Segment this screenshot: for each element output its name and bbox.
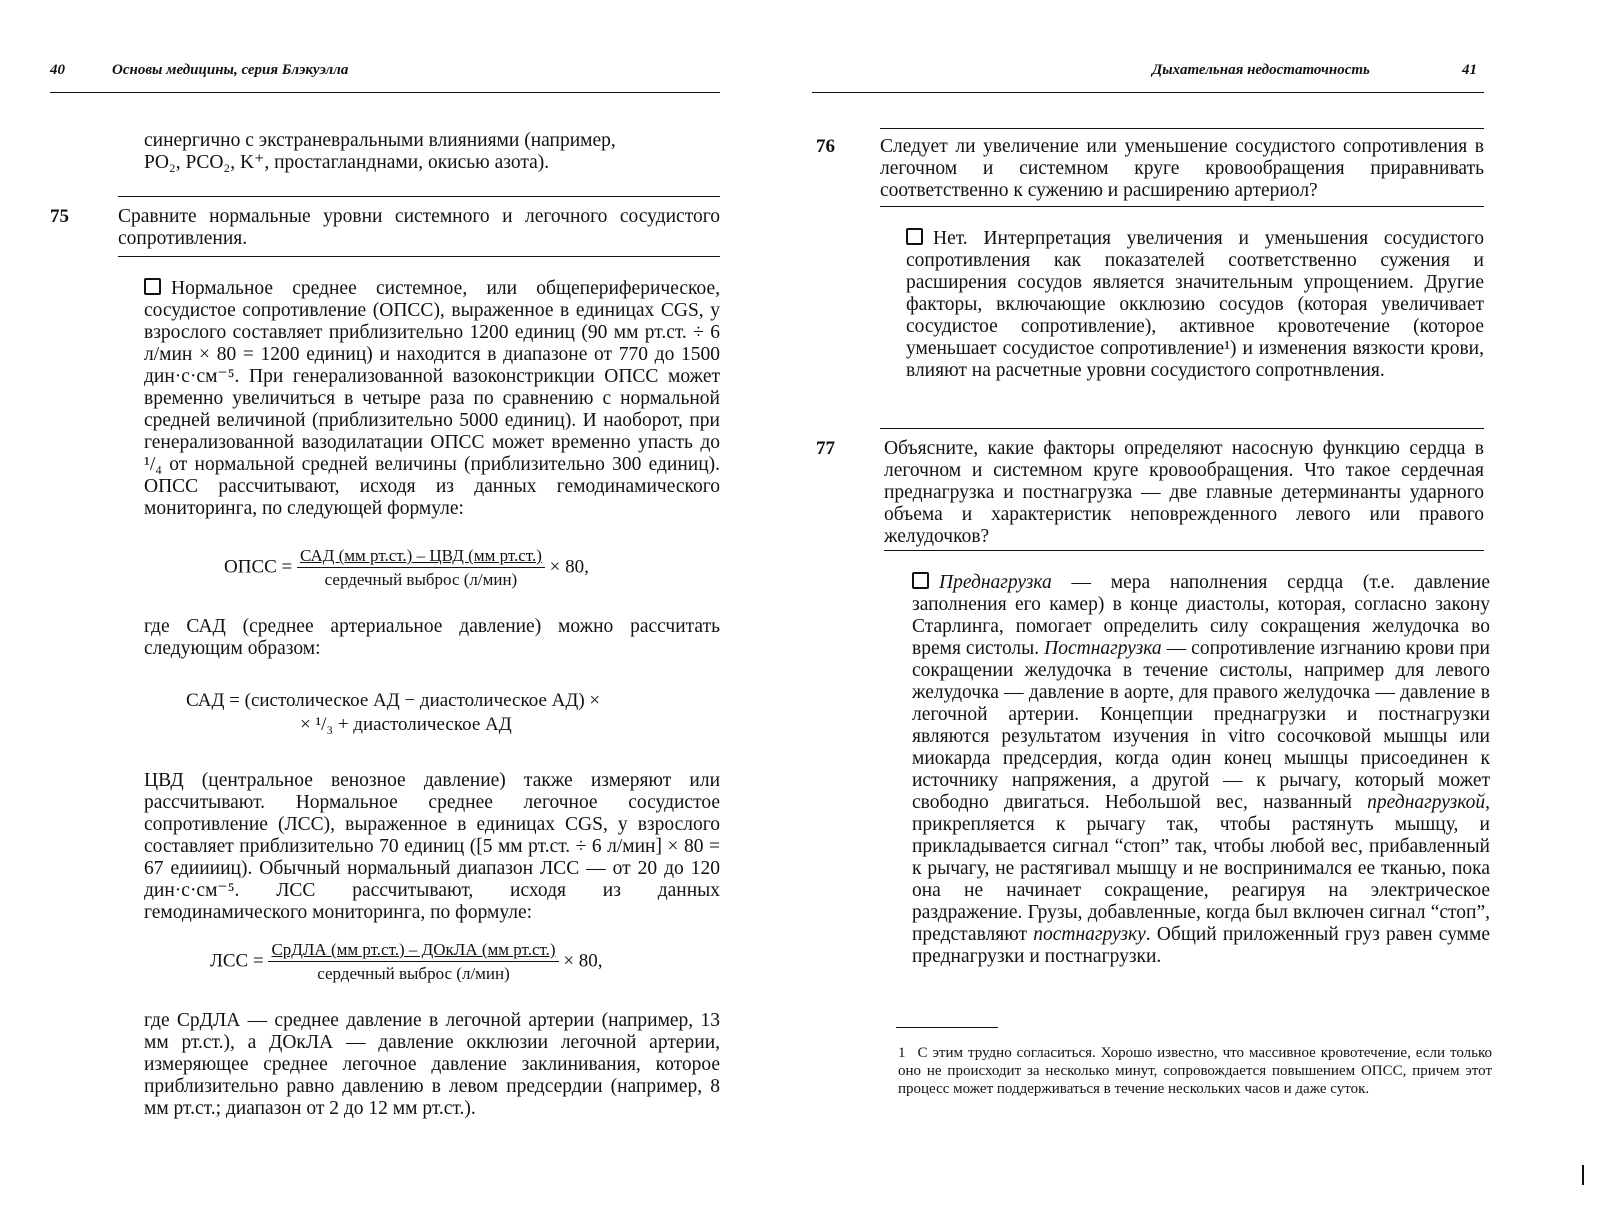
formula-sad-line-2: × ¹/₃ + диастолическое АД (300, 714, 512, 735)
question-number-75: 75 (50, 206, 69, 227)
formula-lss-rhs: × 80, (563, 950, 603, 972)
answer-77-part-a: — мера наполнения сердца (т.е. давление заполнения его камер) в конце диастолы, которая, согласно закону Старлинга, помогает определить силу сокращения желудочка во время систолы. (912, 572, 1490, 659)
answer-checkbox-icon (144, 278, 161, 295)
footnote (898, 1044, 1492, 1098)
answer-75-paragraph-1 (144, 278, 720, 520)
answer-77-part-d: . Общий приложенный груз равен сумме преднагрузки и постнагрузки. (912, 924, 1491, 967)
formula-lss-numerator: СрДЛА (мм рт.ст.) – ДОкЛА (мм рт.ст.) (268, 940, 558, 962)
formula-opss-numerator: САД (мм рт.ст.) – ЦВД (мм рт.ст.) (297, 546, 545, 568)
formula-lss-denominator: сердечный выброс (л/мин) (317, 964, 510, 983)
term-preload: Преднагрузка (939, 572, 1052, 593)
page-number-left: 40 (50, 62, 65, 78)
right-page (800, 0, 1600, 1210)
footnote-marker: 1 (898, 1045, 906, 1061)
question-76-top-rule (880, 128, 1484, 129)
footnote-rule (896, 1027, 998, 1028)
question-77-bottom-rule (884, 550, 1484, 551)
page-edge-mark (1582, 1165, 1584, 1185)
formula-lss-lhs: ЛСС = (210, 950, 264, 972)
answer-77-part-c: , прикрепляется к рычагу так, чтобы растянуть мышцу, и прикладывается сигнал “стоп” так, чтобы любой вес, прибавленный к рычагу, не растягивал мышцу и не воспринимался ее тканью, пока она не начинает сокращение, реагируя на электрическое раздражение. Грузы, добавленные, когда был включен сигнал “стоп”, представляют (912, 792, 1490, 945)
question-75-bottom-rule (118, 256, 720, 257)
formula-lss-fraction (268, 940, 558, 984)
question-number-77: 77 (816, 438, 835, 459)
formula-opss (224, 546, 589, 590)
answer-75-paragraph-2: где САД (среднее артериальное давление) можно рассчитать следующим образом: (144, 616, 720, 659)
answer-checkbox-icon (906, 228, 923, 245)
header-rule-left (50, 92, 720, 93)
formula-lss (210, 940, 603, 984)
answer-76-text: Нет. Интерпретация увеличения и уменьшения сосудистого сопротивления как показателей соответственно сужения и расширения сосудов является значительным упрощением. Другие факторы, включающие окклюзию сосудов (которая увеличивает сосудистое сопротивление), активное кровотечение (которое уменьшает сосудистое сопротивление¹) и изменения вязкости крови, влияют на расчетные уровни сосудистого сопротнвления. (906, 228, 1484, 381)
question-75-top-rule (118, 196, 720, 197)
page-number-right: 41 (1462, 62, 1477, 78)
question-77-text: Объясните, какие факторы определяют насосную функцию сердца в легочном и системном круге кровообращения. Что такое сердечная преднагрузка и постнагрузка — две главные детерминанты ударного объема и характеристик неповрежденного левого или правого желудочков? (884, 438, 1484, 547)
answer-75-p1-text: Нормальное среднее системное, или общепериферическое, сосудистое сопротивление (ОПСС), выраженное в единицах CGS, у взрослого составляет приблизительно 1200 единиц (90 мм рт.ст. ÷ 6 л/мин × 80 = 1200 единиц) и находится в диапазоне от 770 до 1500 дин·с·см⁻⁵. При генерализованной вазоконстрикции ОПСС может временно увеличиться в четыре раза по сравнению с нормальной средней величиной (приблизительно 5000 единиц). И наоборот, при генерализованной вазодилатации ОПСС может временно упасть до ¹/₄ от нормальной средней величины (приблизительно 300 единиц). ОПСС рассчитывают, исходя из данных гемодинамического мониторинга, по следующей формуле: (144, 278, 720, 519)
formula-opss-lhs: ОПСС = (224, 556, 293, 578)
answer-checkbox-icon (912, 572, 929, 589)
answer-77 (912, 572, 1490, 968)
continuation-text (144, 130, 720, 174)
running-title-left: Основы медицины, серия Блэкуэлла (112, 62, 349, 78)
question-76-text: Следует ли увеличение или уменьшение сосудистого сопротивления в легочном и системном круге кровообращения приравнивать соответственно к сужению и расширению артериол? (880, 136, 1484, 201)
answer-75-paragraph-4: где СрДЛА — среднее давление в легочной артерии (например, 13 мм рт.ст.), а ДОкЛА — давление окклюзии легочной артерии, измеряющее среднее легочное давление заклинивания, которое приблизительно равно давлению в левом предсердии (например, 8 мм рт.ст.; диапазон от 2 до 12 мм рт.ст.). (144, 1010, 720, 1119)
formula-opss-denominator: сердечный выброс (л/мин) (324, 570, 518, 589)
formula-opss-rhs: × 80, (549, 556, 589, 578)
header-rule-right (812, 92, 1484, 93)
term-afterload-accusative: постнагрузку (1033, 924, 1146, 945)
footnote-text: С этим трудно согласиться. Хорошо известно, что массивное кровотечение, если только оно не происходит за несколько минут, сопровождается повышением ОПСС, причем этот процесс может поддерживаться в течение нескольких часов и даже суток. (898, 1045, 1492, 1097)
question-number-76: 76 (816, 136, 835, 157)
formula-sad-line-1: САД = (систолическое АД − диастолическое АД) × (186, 690, 601, 711)
formula-opss-fraction (297, 546, 545, 590)
question-76-bottom-rule (880, 206, 1484, 207)
running-title-right: Дыхательная недостаточность (1152, 62, 1370, 78)
continuation-line-2: PO₂, PCO₂, K⁺, простагланднами, окисью азота). (144, 152, 550, 173)
continuation-line-1: синергично с экстраневральными влияниями (например, (144, 130, 616, 151)
answer-77-part-b: — сопротивление изгнанию крови при сокращении желудочка в течение систолы, например для левого желудочка — давление в аорте, для правого желудочка — давление в легочной артерии. Концепции преднагрузки и постнагрузки являются результатом изучения in vitro сосочковой мышцы или миокарда предсердия, когда один конец мышцы присоединен к источнику напряжения, а другой — к рычагу, который может свободно двигаться. Небольшой вес, названный (912, 638, 1490, 813)
term-afterload: Постнагрузка (1044, 638, 1162, 659)
answer-76 (906, 228, 1484, 382)
answer-75-paragraph-3: ЦВД (центральное венозное давление) также измеряют или рассчитывают. Нормальное среднее легочное сосудистое сопротивление (ЛСС), выраженное в единицах CGS, у взрослого составляет приблизительно 70 единиц ([5 мм рт.ст. ÷ 6 л/мин] × 80 = 67 едииииц). Обычный нормальный диапазон ЛСС — от 20 до 120 дин·с·см⁻⁵. ЛСС рассчитывают, исходя из данных гемодинамического мониторинга, по формуле: (144, 770, 720, 923)
question-75-text: Сравните нормальные уровни системного и легочного сосудистого сопротивления. (118, 206, 720, 249)
question-77-top-rule (880, 428, 1484, 429)
term-preload-instrumental: преднагрузкой (1367, 792, 1486, 813)
